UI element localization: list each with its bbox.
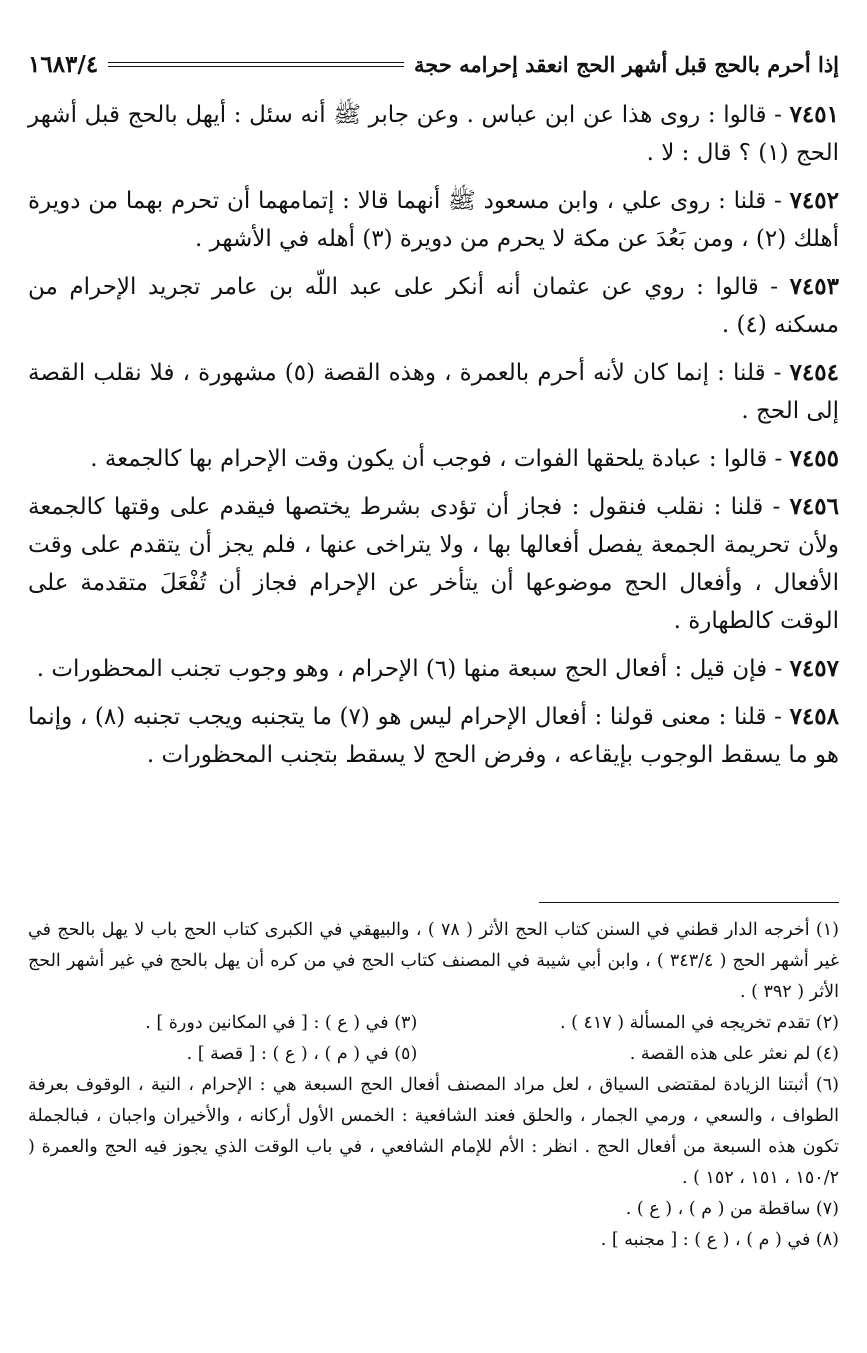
paragraph-text: - قلنا : إنما كان لأنه أحرم بالعمرة ، وهذه القصة (٥) مشهورة ، فلا نقلب القصة إلى الحج . (28, 360, 839, 424)
main-text (28, 96, 839, 784)
paragraph-7451 (28, 96, 839, 172)
paragraph-number: ٧٤٥٧ (789, 655, 839, 682)
paragraph-7454 (28, 354, 839, 430)
paragraph-text: - قلنا : روى علي ، وابن مسعود ﷺ أنهما قالا : إتمامهما أن تحرم بهما من دويرة أهلك (٢) ، ومن بَعُدَ عن مكة لا يحرم من دويرة (٣) أهله في الأشهر . (28, 188, 839, 252)
paragraph-7452 (28, 182, 839, 258)
paragraph-number: ٧٤٥٥ (789, 445, 839, 472)
paragraph-number: ٧٤٥٨ (789, 703, 839, 730)
footnote-1: (١) أخرجه الدار قطني في السنن كتاب الحج الأثر ( ٧٨ ) ، والبيهقي في الكبرى كتاب الحج باب لا يهل بالحج في غير أشهر الحج ( ٣٤٣/٤ ) ، وابن أبي شيبة في المصنف كتاب الحج في من كره أن يهل بالحج في غير أشهر الحج الأثر ( ٣٩٢ ) . (28, 920, 839, 1002)
footnotes (28, 915, 839, 1256)
paragraph-number: ٧٤٥٦ (789, 493, 839, 520)
paragraph-text: - فإن قيل : أفعال الحج سبعة منها (٦) الإحرام ، وهو وجوب تجنب المحظورات . (36, 656, 790, 682)
footnote-row (28, 1039, 839, 1070)
paragraph-text: - قلنا : معنى قولنا : أفعال الإحرام ليس هو (٧) ما يتجنبه ويجب تجنبه (٨) ، وإنما هو ما يسقط الوجوب بإيقاعه ، وفرض الحج لا يسقط بتجنب المحظورات . (28, 704, 839, 768)
footnote-row (28, 1008, 839, 1039)
paragraph-number: ٧٤٥١ (789, 101, 839, 128)
paragraph-number: ٧٤٥٤ (789, 359, 839, 386)
paragraph-text: - قالوا : عبادة يلحقها الفوات ، فوجب أن يكون وقت الإحرام بها كالجمعة . (90, 446, 790, 472)
footnote-separator (539, 902, 839, 903)
paragraph-7456 (28, 488, 839, 640)
footnote-8: (٨) في ( م ) ، ( ع ) : [ مجنبه ] . (600, 1230, 839, 1250)
paragraph-7457 (28, 650, 839, 688)
running-header (28, 44, 839, 84)
page-number: ١٦٨٣/٤ (28, 50, 99, 78)
paragraph-7458 (28, 698, 839, 774)
footnote-3: (٣) في ( ع ) : [ في المكانين دورة ] . (145, 1013, 418, 1033)
paragraph-number: ٧٤٥٣ (789, 273, 839, 300)
header-rule (108, 62, 404, 67)
page (28, 0, 839, 1353)
paragraph-text: - قلنا : نقلب فنقول : فجاز أن تؤدى بشرط يختصها فيقدم على وقتها كالجمعة ولأن تحريمة الجمعة يفصل أفعالها بها ، ولا يتراخى عنها ، فلم يجز أن يتقدم على وقت الأفعال ، وأفعال الحج موضوعها أن يتأخر عن الإحرام فجاز أن تُفْعَلَ متقدمة على الوقت كالطهارة . (28, 494, 839, 634)
paragraph-number: ٧٤٥٢ (789, 187, 839, 214)
footnote-4: (٤) لم نعثر على هذه القصة . (629, 1044, 839, 1064)
footnote-5: (٥) في ( م ) ، ( ع ) : [ قصة ] . (186, 1044, 418, 1064)
footnote-7: (٧) ساقطة من ( م ) ، ( ع ) . (625, 1199, 839, 1219)
paragraph-text: - قالوا : روي عن عثمان أنه أنكر على عبد اللّه بن عامر تجريد الإحرام من مسكنه (٤) . (28, 274, 839, 338)
paragraph-text: - قالوا : روى هذا عن ابن عباس . وعن جابر ﷺ أنه سئل : أيهل بالحج قبل أشهر الحج (١) ؟ قال : لا . (28, 102, 839, 166)
header-title: إذا أحرم بالحج قبل أشهر الحج انعقد إحرامه حجة (414, 51, 839, 77)
footnote-6: (٦) أثبتنا الزيادة لمقتضى السياق ، لعل مراد المصنف أفعال الحج السبعة هي : الإحرام ، النية ، الوقوف بعرفة الطواف ، والسعي ، ورمي الجمار ، والحلق فعند الشافعية : الخمس الأول أركانه ، والأخيران واجبان ، فبالجملة تكون هذه السبعة من أفعال الحج . انظر : الأم للإمام الشافعي ، في باب الوقت الذي يجوز فيه الحج والعمرة ( ١٥٠/٢ ، ١٥١ ، ١٥٢ ) . (28, 1075, 839, 1188)
paragraph-7453 (28, 268, 839, 344)
footnote-2: (٢) تقدم تخريجه في المسألة ( ٤١٧ ) . (559, 1013, 839, 1033)
paragraph-7455 (28, 440, 839, 478)
